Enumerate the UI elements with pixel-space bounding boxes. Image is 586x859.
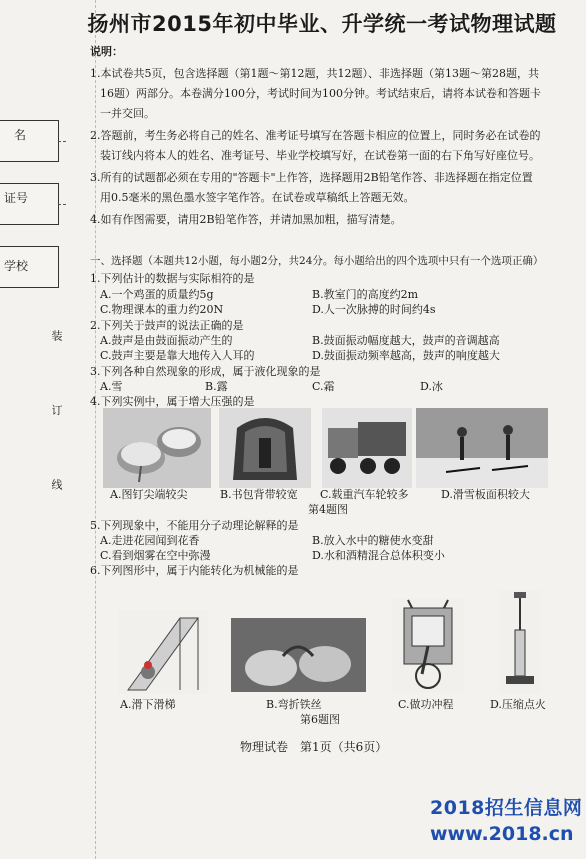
- q2-option-b: B.鼓面振动幅度越大，鼓声的音调越高: [312, 334, 500, 347]
- q3-option-d: D.冰: [420, 380, 443, 393]
- q6-caption-d: D.压缩点火: [490, 698, 546, 711]
- q3-option-b: B.露: [205, 380, 228, 393]
- q1-option-c: C.物理课本的重力约20N: [100, 303, 224, 316]
- truck-image: [322, 408, 412, 488]
- name-line: [58, 141, 66, 142]
- notes-line: 一并交回。: [100, 107, 155, 120]
- q2-stem: 2.下列关于鼓声的说法正确的是: [90, 319, 244, 332]
- engine-cylinder-image: [392, 598, 464, 692]
- q4-caption-b: B.书包背带较宽: [220, 488, 298, 501]
- q5-stem: 5.下列现象中，不能用分子动理论解释的是: [90, 519, 299, 532]
- compression-igniter-image: [500, 590, 540, 694]
- q4-figure-caption: 第4题图: [308, 503, 348, 516]
- q2-option-c: C.鼓声主要是靠大地传入人耳的: [100, 349, 255, 362]
- q2-option-d: D.鼓面振动频率越高，鼓声的响度越大: [312, 349, 500, 362]
- skier-image: [416, 408, 548, 488]
- q5-option-a: A.走进花园闻到花香: [100, 534, 200, 547]
- q6-figure-caption: 第6题图: [300, 713, 340, 726]
- q6-caption-a: A.滑下滑梯: [120, 698, 176, 711]
- watermark-title: 2018招生信息网: [430, 797, 583, 819]
- q1-option-b: B.教室门的高度约2m: [312, 288, 419, 301]
- q4-caption-a: A.图钉尖端较尖: [110, 488, 188, 501]
- thumbtack-image: [103, 408, 211, 488]
- q6-stem: 6.下列图形中，属于内能转化为机械能的是: [90, 564, 299, 577]
- section-heading: 一、选择题（本题共12小题，每小题2分，共24分。每小题给出的四个选项中只有一个选项正确）: [90, 255, 544, 267]
- backpack-image: [219, 408, 311, 488]
- slide-image: [118, 610, 208, 694]
- q1-option-d: D.人一次脉搏的时间约4s: [312, 303, 436, 316]
- page-footer: 物理试卷 第1页（共6页）: [240, 740, 388, 754]
- notes-line: 3.所有的试题都必须在专用的"答题卡"上作答，选择题用2B铅笔作答、非选择题在指定位置: [90, 171, 533, 184]
- bending-wire-image: [231, 618, 366, 692]
- q5-option-c: C.看到烟雾在空中弥漫: [100, 549, 211, 562]
- id-label: 证号: [4, 191, 29, 205]
- notes-line: 用0.5毫米的黑色墨水签字笔作答。在试卷或草稿纸上答题无效。: [100, 191, 415, 204]
- q2-option-a: A.鼓声是由鼓面振动产生的: [100, 334, 233, 347]
- id-line: [58, 204, 66, 205]
- q1-option-a: A.一个鸡蛋的质量约5g: [100, 288, 214, 301]
- notes-line: 2.答题前，考生务必将自己的姓名、准考证号填写在答题卡相应的位置上，同时务必在试卷的: [90, 129, 541, 142]
- exam-title: 扬州市2015年初中毕业、升学统一考试物理试题: [87, 12, 557, 36]
- q3-option-a: A.雪: [100, 380, 123, 393]
- q6-caption-b: B.弯折铁丝: [266, 698, 322, 711]
- notes-line: 4.如有作图需要，请用2B铅笔作答，并请加黑加粗，描写清楚。: [90, 213, 402, 226]
- notes-heading: 说明：: [90, 45, 123, 58]
- q4-caption-c: C.载重汽车轮较多: [320, 488, 409, 501]
- q1-stem: 1.下列估计的数据与实际相符的是: [90, 272, 255, 285]
- q5-option-d: D.水和酒精混合总体积变小: [312, 549, 445, 562]
- q5-option-b: B.放入水中的糖使水变甜: [312, 534, 434, 547]
- q4-caption-d: D.滑雪板面积较大: [441, 488, 530, 501]
- q3-option-c: C.霜: [312, 380, 335, 393]
- watermark-url: www.2018.cn: [430, 823, 574, 845]
- school-box: [0, 246, 59, 288]
- name-box: [0, 120, 59, 162]
- school-label: 学校: [4, 259, 29, 273]
- q6-caption-c: C.做功冲程: [398, 698, 454, 711]
- notes-line: 装订线内将本人的姓名、准考证号、毕业学校填写好，在试卷第一面的右下角写好座位号。: [100, 149, 540, 162]
- binding-line-label: 装 订 线: [50, 330, 63, 520]
- q3-stem: 3.下列各种自然现象的形成，属于液化现象的是: [90, 365, 321, 378]
- name-label: 名: [14, 128, 27, 142]
- notes-line: 16题）两部分。本卷满分100分，考试时间为100分钟。考试结束后，请将本试卷和答题卡: [100, 87, 541, 100]
- q4-stem: 4.下列实例中，属于增大压强的是: [90, 395, 255, 408]
- notes-line: 1.本试卷共5页，包含选择题（第1题～第12题，共12题）、非选择题（第13题～第28题，共: [90, 67, 539, 80]
- id-box: [0, 183, 59, 225]
